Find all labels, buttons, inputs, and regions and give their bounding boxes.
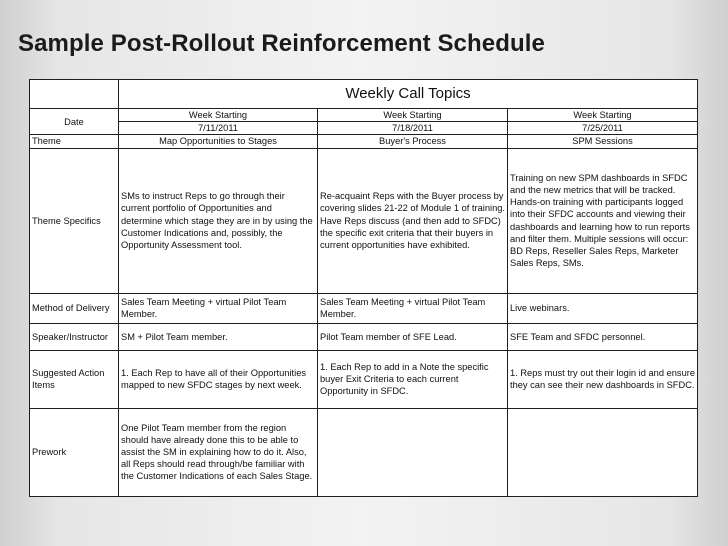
theme-week-2: Buyer's Process [318, 135, 508, 148]
weekly-call-topics-header: Weekly Call Topics [119, 80, 698, 109]
row-label-speaker: Speaker/Instructor [30, 323, 119, 350]
speaker-week-3: SFE Team and SFDC personnel. [508, 323, 698, 350]
table-row [30, 323, 698, 350]
table-row [30, 350, 698, 408]
table-row [30, 148, 698, 293]
speaker-week-2: Pilot Team member of SFE Lead. [318, 323, 508, 350]
schedule-table-wrapper [29, 79, 697, 497]
week-label-row [30, 109, 698, 122]
method-week-1: Sales Team Meeting + virtual Pilot Team Member. [119, 293, 318, 323]
row-label-theme: Theme [30, 135, 119, 148]
row-label-method-of-delivery: Method of Delivery [30, 293, 119, 323]
speaker-week-1: SM + Pilot Team member. [119, 323, 318, 350]
date-label: Date [30, 109, 119, 135]
theme-specifics-week-1: SMs to instruct Reps to go through their current portfolio of Opportunities and determine which stage they are in by using the Customer Indications and, possibly, the Opportunity Assessment tool. [119, 148, 318, 293]
method-week-2: Sales Team Meeting + virtual Pilot Team Member. [318, 293, 508, 323]
week-1-date: 7/11/2011 [119, 122, 318, 135]
theme-week-3: SPM Sessions [508, 135, 698, 148]
action-items-week-2: 1. Each Rep to add in a Note the specific buyer Exit Criteria to each current Opportunity in SFDC. [318, 350, 508, 408]
page-title: Sample Post-Rollout Reinforcement Schedule [18, 30, 545, 57]
prework-week-3 [508, 408, 698, 496]
header-group-row [30, 80, 698, 109]
action-items-week-3: 1. Reps must try out their login id and ensure they can see their new dashboards in SFDC. [508, 350, 698, 408]
schedule-table [29, 79, 698, 497]
week-date-row [30, 122, 698, 135]
action-items-week-1: 1. Each Rep to have all of their Opportunities mapped to new SFDC stages by next week. [119, 350, 318, 408]
week-1-label: Week Starting [119, 109, 318, 122]
row-label-theme-specifics: Theme Specifics [30, 148, 119, 293]
week-2-label: Week Starting [318, 109, 508, 122]
row-label-action-items: Suggested Action Items [30, 350, 119, 408]
corner-cell [30, 80, 119, 109]
week-3-date: 7/25/2011 [508, 122, 698, 135]
theme-week-1: Map Opportunities to Stages [119, 135, 318, 148]
theme-specifics-week-3: Training on new SPM dashboards in SFDC and the new metrics that will be tracked. Hands-on training with participants logged into their SFDC accounts and viewing their dashboards and learning how to run reports and filter them. Multiple sessions will occur: BD Reps, Reseller Sales Reps, Marketer Sales Reps, SMs. [508, 148, 698, 293]
prework-week-1: One Pilot Team member from the region should have already done this to be able to assist the SM in explaining how to do it. Also, all Reps should read through/be familiar with the Customer Indications of each Sales Stage. [119, 408, 318, 496]
row-label-prework: Prework [30, 408, 119, 496]
week-2-date: 7/18/2011 [318, 122, 508, 135]
method-week-3: Live webinars. [508, 293, 698, 323]
week-3-label: Week Starting [508, 109, 698, 122]
theme-specifics-week-2: Re-acquaint Reps with the Buyer process by covering slides 21-22 of Module 1 of training. Have Reps discuss (and then add to SFDC) the specific exit criteria that their buyers in current opportunities have exhibited. [318, 148, 508, 293]
prework-week-2 [318, 408, 508, 496]
table-row [30, 408, 698, 496]
table-row [30, 293, 698, 323]
table-row [30, 135, 698, 148]
